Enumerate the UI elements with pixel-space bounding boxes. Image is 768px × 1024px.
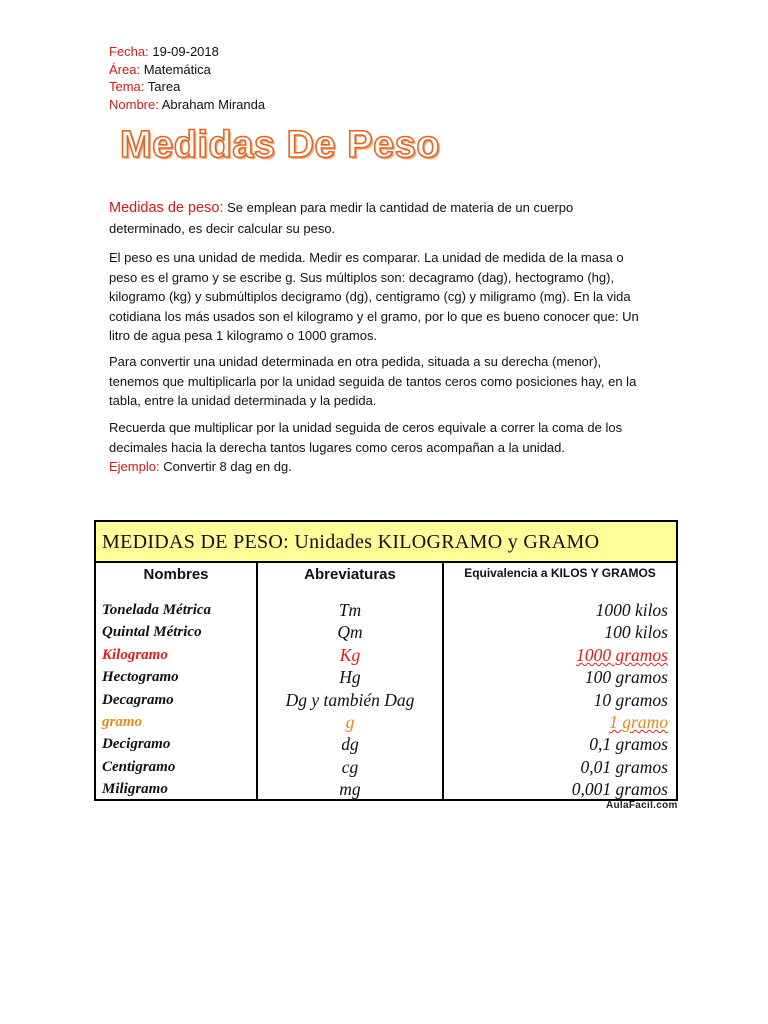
table-cell-name: Centigramo xyxy=(102,758,176,775)
document-header xyxy=(109,43,265,113)
paragraph-4 xyxy=(109,418,649,477)
table-cell-name: Miligramo xyxy=(102,781,168,798)
topic-value: Tarea xyxy=(147,79,181,94)
name-value: Abraham Miranda xyxy=(161,96,266,112)
table-cell-name: Decagramo xyxy=(102,691,174,708)
paragraph-3: Para convertir una unidad determinada en otra pedida, situada a su derecha (menor), tenemos que multiplicarla por la unidad seguida de tantos ceros como posiciones hay, en la tabla, entre la unidad determinada y la pedida. xyxy=(109,354,637,408)
table-cell-equiv: 0,001 gramos xyxy=(571,779,668,800)
intro-paragraph xyxy=(109,198,649,238)
names-header: Nombres xyxy=(143,566,209,583)
date-value: 19-09-2018 xyxy=(152,44,219,59)
table-cell-name: Kilogramo xyxy=(102,646,168,663)
weight-table xyxy=(94,520,678,801)
topic-row xyxy=(109,78,265,96)
equiv-column xyxy=(444,563,676,799)
abbr-column xyxy=(258,563,444,799)
table-cell-equiv: 10 gramos xyxy=(593,689,668,710)
area-label: Área: xyxy=(109,61,141,77)
table-cell-equiv: 0,1 gramos xyxy=(589,734,668,755)
table-cell-name: Quintal Métrico xyxy=(102,624,202,641)
table-cell-abbr: cg xyxy=(341,756,359,777)
intro-text: Se emplean para medir la cantidad de materia de un cuerpo determinado, es decir calcular su peso. xyxy=(109,200,574,236)
topic-label: Tema: xyxy=(109,79,145,94)
table-cell-abbr: Qm xyxy=(337,622,363,643)
table-title: MEDIDAS DE PESO: Unidades KILOGRAMO y GRAMO xyxy=(96,522,676,563)
name-label: Nombre: xyxy=(109,96,159,112)
aulafacil-watermark: AulaFacil.com xyxy=(606,800,678,811)
intro-lead: Medidas de peso: xyxy=(109,200,224,216)
paragraph-4-text: Recuerda que multiplicar por la unidad seguida de ceros equivale a correr la coma de los decimales hacia la derecha tantos lugares como ceros acompañan a la unidad. xyxy=(109,420,623,455)
table-cell-equiv: 1000 kilos xyxy=(595,600,668,620)
equiv-header: Equivalencia a KILOS Y GRAMOS xyxy=(464,566,656,580)
table-cell-equiv: 1 gramo xyxy=(609,711,668,732)
abbr-header: Abreviaturas xyxy=(304,566,396,583)
area-row xyxy=(109,61,265,79)
table-cell-abbr: mg xyxy=(339,779,361,800)
table-cell-abbr: g xyxy=(345,711,355,732)
table-cell-abbr: Tm xyxy=(338,600,362,620)
table-cell-name: Hectogramo xyxy=(102,669,179,686)
names-column xyxy=(96,563,258,799)
table-cell-abbr: Dg y también Dag xyxy=(285,689,415,710)
table-cell-equiv: 100 gramos xyxy=(584,667,668,688)
example-text: Convertir 8 dag en dg. xyxy=(159,459,292,474)
table-cell-name: Decigramo xyxy=(102,736,171,753)
table-cell-name: gramo xyxy=(102,713,143,730)
table-cell-abbr: dg xyxy=(341,734,359,755)
table-cell-abbr: Hg xyxy=(339,667,361,688)
table-cell-equiv: 100 kilos xyxy=(604,622,668,643)
name-row xyxy=(109,96,265,114)
paragraph-2: El peso es una unidad de medida. Medir es comparar. La unidad de medida de la masa o peso es el gramo y se escribe g. Sus múltiplos son: decagramo (dag), hectogramo (hg), kilogramo (kg) y submúltiplos decigramo (dg), centigramo (cg) y miligramo (mg). En la vida cotidiana los más usados son el kilogramo y el gramo, por lo que es bueno conocer que: Un litro de agua pesa 1 kilogramo o 1000 gramos. xyxy=(109,250,639,343)
table-cell-name: Tonelada Métrica xyxy=(102,602,212,618)
example-label: Ejemplo: xyxy=(109,459,160,474)
date-row xyxy=(109,43,265,61)
table-cell-equiv: 0,01 gramos xyxy=(580,756,668,777)
date-label: Fecha: xyxy=(109,44,149,59)
table-cell-equiv: 1000 gramos xyxy=(576,644,668,665)
area-value: Matemática xyxy=(143,61,211,77)
table-cell-abbr: Kg xyxy=(339,644,361,665)
page-title: Medidas De Peso xyxy=(120,124,441,166)
